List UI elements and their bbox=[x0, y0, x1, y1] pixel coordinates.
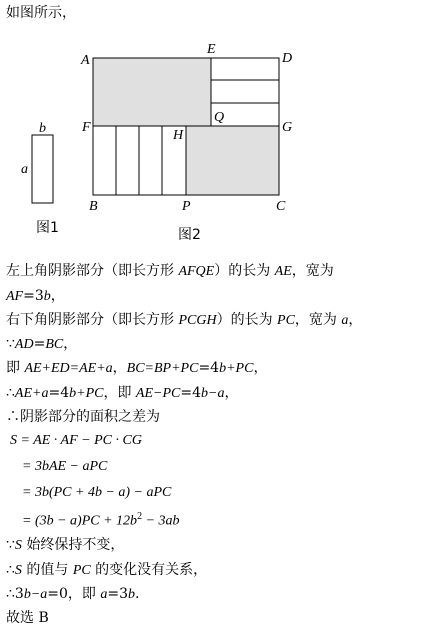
shaded-rect-AFQE bbox=[93, 58, 211, 126]
equation-line-1: S = AE · AF − PC · CG bbox=[10, 433, 142, 448]
final-answer: 故选 B bbox=[6, 610, 49, 626]
figure-2 bbox=[0, 0, 320, 250]
point-C: C bbox=[276, 199, 286, 214]
equation-line-2: = 3bAE − aPC bbox=[22, 459, 108, 474]
equation-line-4: = $(3b - a)PC + 12b^2 - 3ab$ bbox=[22, 511, 180, 529]
point-H: H bbox=[173, 128, 184, 143]
label-side-a: a bbox=[21, 162, 28, 177]
solution-line-7: ∴阴影部分的面积之差为 bbox=[6, 409, 160, 425]
figure-2-caption: 图2 bbox=[178, 227, 201, 243]
point-G: G bbox=[282, 120, 293, 135]
solution-line-10: ∴3b−a=0，即 a=3b. bbox=[6, 586, 140, 602]
solution-line-2: AF=3b， bbox=[6, 288, 65, 304]
solution-line-1: 左上角阴影部分（即长方形 AFQE）的长为 AE，宽为 bbox=[6, 263, 334, 279]
point-E: E bbox=[207, 42, 216, 57]
solution-line-9: ∴S 的值与 PC 的变化没有关系， bbox=[6, 562, 208, 578]
point-P: P bbox=[182, 199, 191, 214]
point-F: F bbox=[82, 120, 91, 135]
solution-line-6: ∴AE+a=4b+PC，即 AE−PC=4b−a， bbox=[6, 385, 239, 401]
equation-line-3: = 3b(PC + 4b − a) − aPC bbox=[22, 485, 172, 500]
solution-line-8: ∵S 始终保持不变， bbox=[6, 537, 125, 553]
point-B: B bbox=[89, 199, 98, 214]
point-Q: Q bbox=[214, 110, 225, 125]
label-side-b: b bbox=[39, 121, 46, 136]
shaded-rect-PCGH bbox=[186, 126, 279, 195]
solution-line-3: 右下角阴影部分（即长方形 PCGH）的长为 PC，宽为 a， bbox=[6, 312, 363, 328]
point-A: A bbox=[81, 53, 90, 68]
figure-1-caption: 图1 bbox=[36, 220, 59, 236]
point-D: D bbox=[282, 51, 293, 66]
intro-text: 如图所示， bbox=[6, 5, 76, 21]
solution-line-5: 即 AE+ED=AE+a，BC=BP+PC=4b+PC， bbox=[6, 360, 268, 376]
solution-line-4: ∵AD=BC， bbox=[6, 336, 78, 352]
